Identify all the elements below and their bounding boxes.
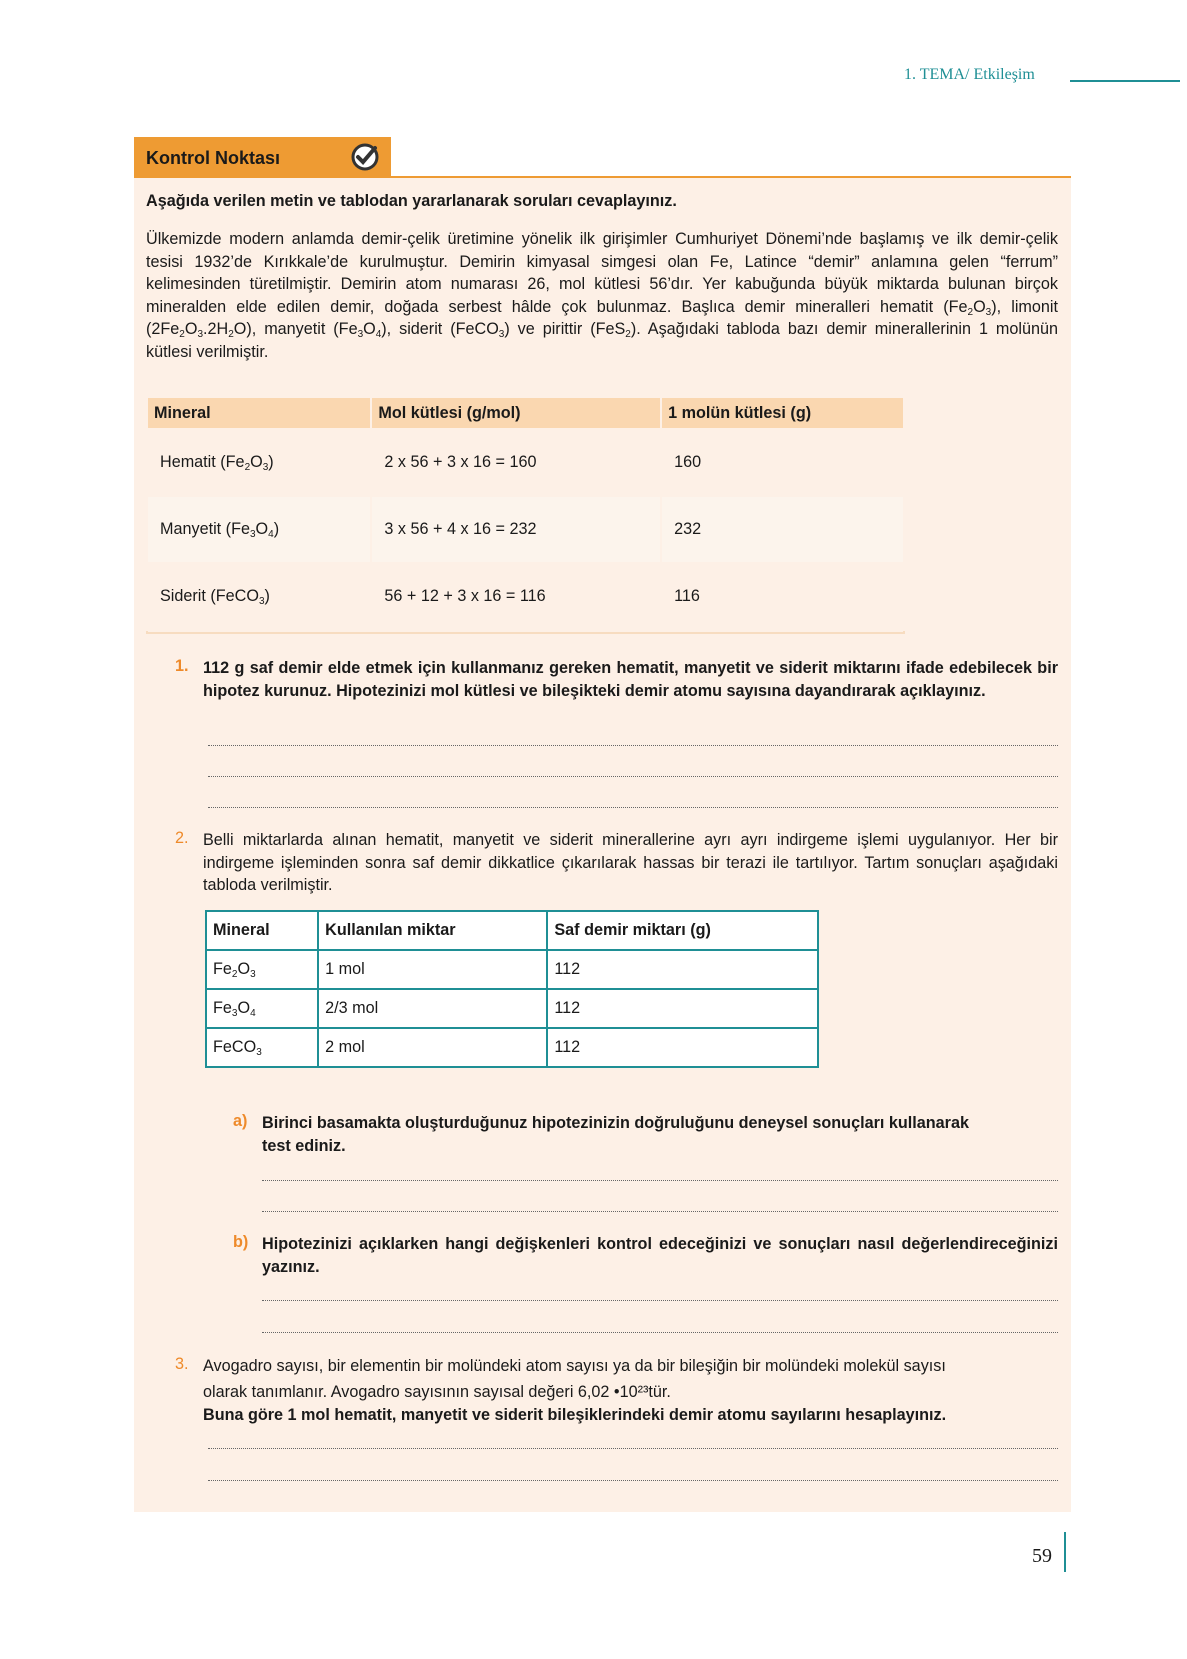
table1-header-molar-mass: Mol kütlesi (g/mol) [371,397,661,429]
question-3-line1: Avogadro sayısı, bir elementin bir molündeki atom sayısı ya da bir bileşiğin bir molündeki molekül sayısı [203,1357,946,1375]
table-cell: $Fe_2O_3$ [206,950,318,989]
table-row [206,989,818,1028]
answer-line[interactable] [208,776,1058,777]
table-cell: 160 [661,429,904,496]
control-point-title: Kontrol Noktası [146,148,281,168]
table-cell: Siderit (FeCO$_3$) [147,563,371,630]
intro-paragraph: Ülkemizde modern anlamda demir-çelik üretimine yönelik ilk girişimler Cumhuriyet Dönemi’nde başlamış ve ilk demir-çelik tesisi 1932’de Kırıkkale’de kurulmuştur. Demirin kimyasal simgesi olan Fe, Latince “demir” anlamına gelen “ferrum” kelimesinden türetilmiştir. Demirin atom numarası 26, mol kütlesi 56’dır. Yer kabuğunda büyük miktarda bulunan birçok mineralden elde edilen demir, doğada serbest hâlde çok bulunmaz. Başlıca demir mineralleri hematit $(Fe_2O_3)$, limonit $(2Fe_2O_3.2H_2O)$, manyetit $(Fe_3O_4)$, siderit (FeCO$_3$) ve pirittir (FeS$_2$). Aşağıdaki tabloda bazı demir minerallerinin 1 molünün kütlesi verilmiştir. [146,230,1059,361]
experiment-results-table [205,910,819,1068]
table1-header-mineral: Mineral [147,397,371,429]
question-2-number: 2. [175,829,189,847]
chapter-header: 1. TEMA/ Etkileşim [904,66,1035,83]
table2-header-iron: Saf demir miktarı (g) [547,911,818,950]
question-1-text: 112 g saf demir elde etmek için kullanmanız gereken hematit, manyetit ve siderit miktarını ifade edebilecek bir hipotez kurunuz. Hipotezinizi mol kütlesi ve bileşikteki demir atomu sayısına dayandırarak açıklayınız. [203,659,1058,700]
table-row [206,950,818,989]
answer-line[interactable] [262,1180,1058,1181]
page-number-rule [1064,1532,1066,1572]
answer-line[interactable] [208,807,1058,808]
question-2b-text: Hipotezinizi açıklarken hangi değişkenleri kontrol edeceğinizi ve sonuçları nasıl değerlendireceğinizi yazınız. [262,1235,1058,1276]
table-cell: 2/3 mol [318,989,547,1028]
question-1-number: 1. [175,657,189,675]
table-cell: 56 + 12 + 3 x 16 = 116 [371,563,661,630]
checkmark-icon [349,141,381,173]
box-top-rule [134,176,1071,178]
answer-line[interactable] [262,1300,1058,1301]
question-3-line3: Buna göre 1 mol hematit, manyetit ve siderit bileşiklerindeki demir atomu sayılarını hesaplayınız. [203,1406,947,1424]
header-rule [1070,80,1180,82]
table-row [147,429,904,496]
table2-header-amount: Kullanılan miktar [318,911,547,950]
question-2a-text: Birinci basamakta oluşturduğunuz hipotezinizin doğruluğunu deneysel sonuçları kullanarak test ediniz. [262,1114,969,1155]
table-cell: 112 [547,950,818,989]
answer-line[interactable] [262,1332,1058,1333]
table-cell: 232 [661,496,904,563]
question-3-line2: olarak tanımlanır. Avogadro sayısının sayısal değeri 6,02 •10²³tür. [203,1383,671,1401]
answer-line[interactable] [208,1448,1058,1449]
table-cell: 2 x 56 + 3 x 16 = 160 [371,429,661,496]
table-cell: Manyetit $(Fe_3O_4)$ [147,496,371,563]
table-cell: $Fe_3O_4$ [206,989,318,1028]
answer-line[interactable] [208,745,1058,746]
table1-header-mass: 1 molün kütlesi (g) [661,397,904,429]
question-2b-label: b) [233,1233,249,1251]
page-number: 59 [1032,1545,1052,1567]
table-cell: 112 [547,989,818,1028]
table-cell: 2 mol [318,1028,547,1067]
question-3-number: 3. [175,1355,189,1373]
control-point-tab [134,137,391,176]
table-cell: 112 [547,1028,818,1067]
question-2a-label: a) [233,1112,248,1130]
answer-line[interactable] [262,1211,1058,1212]
table-row [147,496,904,563]
table2-header-mineral: Mineral [206,911,318,950]
table-cell: Hematit $(Fe_2O_3)$ [147,429,371,496]
table-row [206,1028,818,1067]
instruction-text: Aşağıda verilen metin ve tablodan yararlanarak soruları cevaplayınız. [146,192,677,210]
answer-line[interactable] [208,1480,1058,1481]
table-cell: 116 [661,563,904,630]
table-cell: 1 mol [318,950,547,989]
table-cell: 3 x 56 + 4 x 16 = 232 [371,496,661,563]
question-2-text: Belli miktarlarda alınan hematit, manyetit ve siderit minerallerine ayrı ayrı indirgeme işlemi uygulanıyor. Her bir indirgeme işleminden sonra saf demir dikkatlice çıkarılarak hassas bir terazi ile tartılıyor. Tartım sonuçları aşağıdaki tabloda verilmiştir. [203,831,1058,894]
table-row [147,563,904,630]
table-cell: FeCO$_3$ [206,1028,318,1067]
mineral-mass-table [146,396,905,631]
